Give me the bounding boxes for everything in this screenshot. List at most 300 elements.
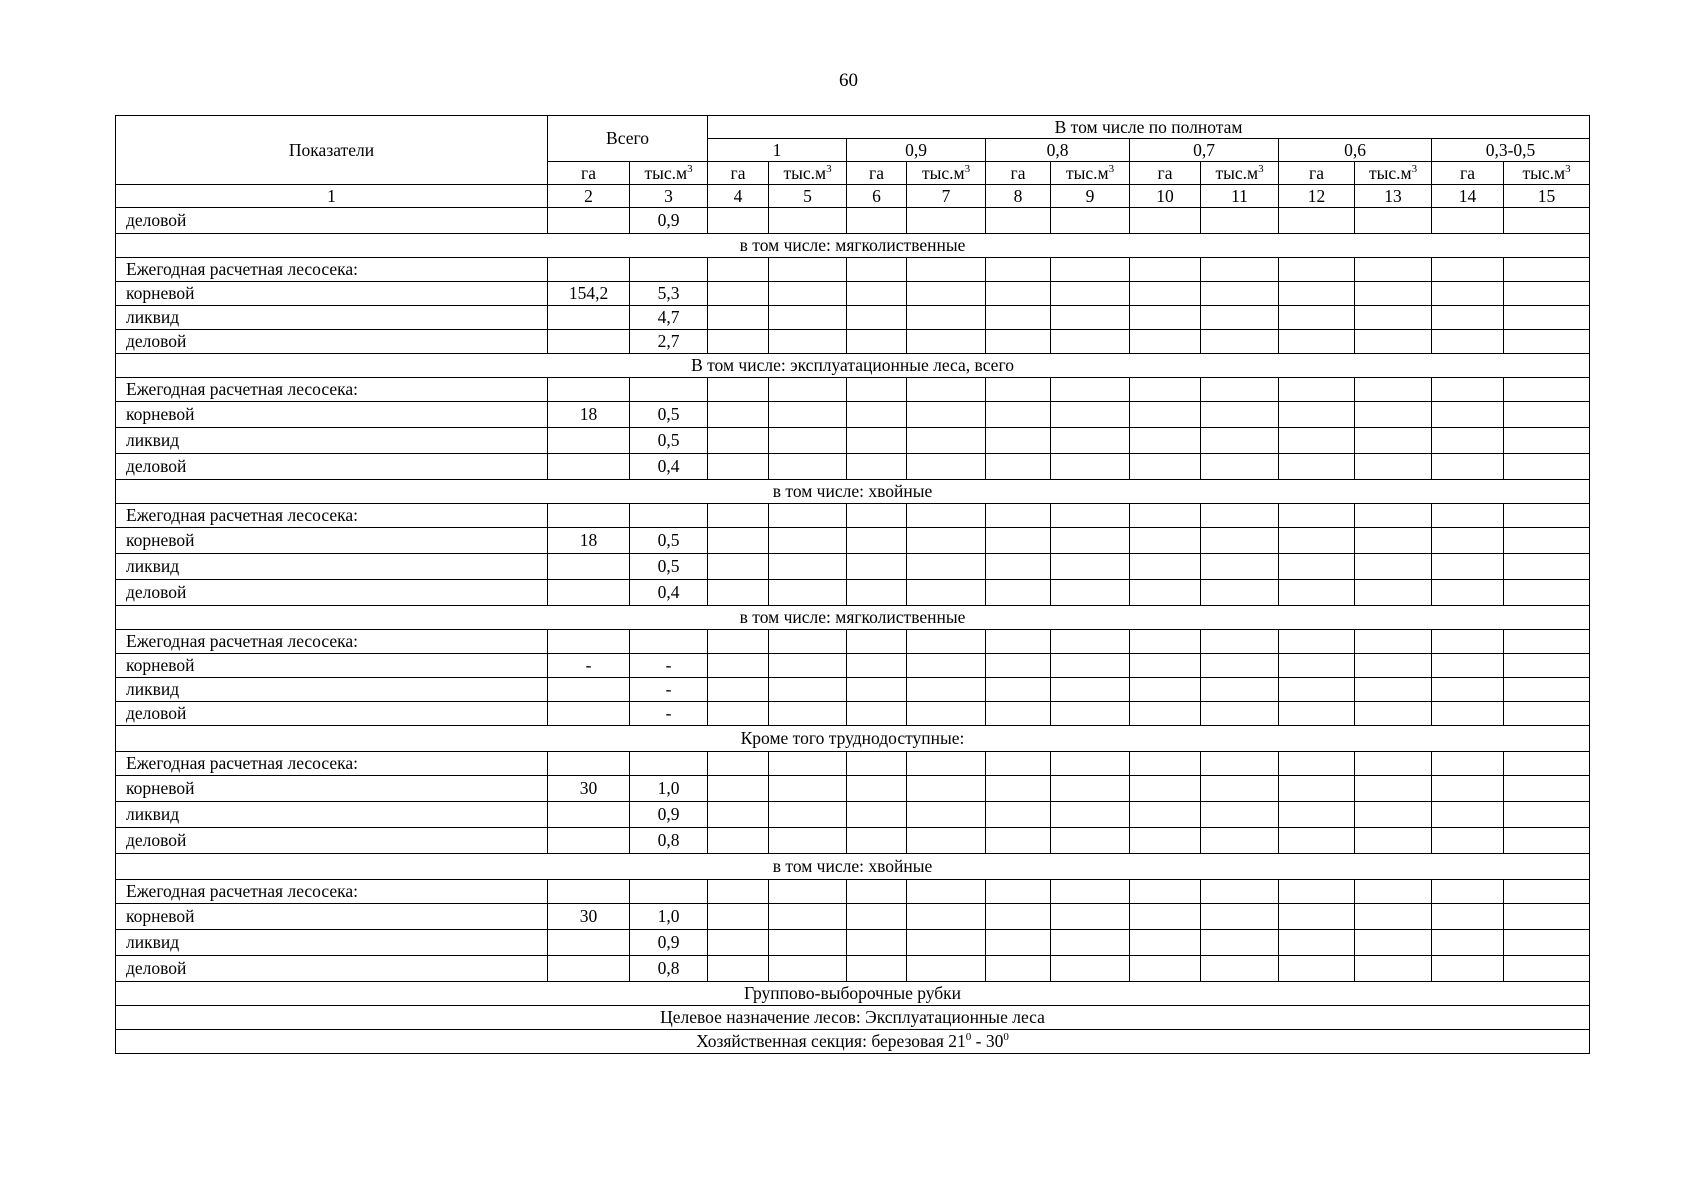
unit-volume-exponent: 3 xyxy=(964,162,971,175)
cell-empty xyxy=(1279,282,1355,306)
cell-empty xyxy=(1201,454,1279,480)
cell-empty xyxy=(847,630,907,654)
cell-empty xyxy=(986,282,1051,306)
cell-empty xyxy=(769,282,847,306)
cell-empty xyxy=(1504,580,1590,606)
cell-empty xyxy=(1051,504,1130,528)
cell-empty xyxy=(708,580,769,606)
cell-total-ha xyxy=(548,752,630,776)
cell-empty xyxy=(708,904,769,930)
section-row xyxy=(116,1030,1590,1054)
cell-empty xyxy=(907,802,986,828)
cell-total-volume: 0,8 xyxy=(630,956,708,982)
section-row xyxy=(116,982,1590,1006)
cell-total-volume: - xyxy=(630,654,708,678)
cell-empty xyxy=(1432,580,1504,606)
cell-total-volume: 1,0 xyxy=(630,904,708,930)
row-label: Ежегодная расчетная лесосека: xyxy=(116,504,548,528)
cell-total-volume xyxy=(630,258,708,282)
table-row xyxy=(116,258,1590,282)
cell-empty xyxy=(1130,828,1201,854)
cell-empty xyxy=(1355,258,1432,282)
row-label: ликвид xyxy=(116,930,548,956)
cell-total-ha xyxy=(548,554,630,580)
cell-empty xyxy=(1051,956,1130,982)
cell-empty xyxy=(708,378,769,402)
cell-empty xyxy=(847,956,907,982)
cell-empty xyxy=(1201,402,1279,428)
cell-empty xyxy=(907,282,986,306)
cell-empty xyxy=(1355,630,1432,654)
table-row xyxy=(116,956,1590,982)
column-number: 11 xyxy=(1201,185,1279,208)
cell-empty xyxy=(1355,330,1432,354)
cell-empty xyxy=(1201,930,1279,956)
cell-empty xyxy=(1201,306,1279,330)
cell-empty xyxy=(847,504,907,528)
section-row xyxy=(116,480,1590,504)
cell-empty xyxy=(1051,930,1130,956)
column-number: 5 xyxy=(769,185,847,208)
cell-empty xyxy=(1279,702,1355,726)
cell-empty xyxy=(708,802,769,828)
unit-ha: га xyxy=(1279,162,1355,185)
cell-empty xyxy=(1201,528,1279,554)
cell-empty xyxy=(986,504,1051,528)
cell-total-volume xyxy=(630,378,708,402)
cell-total-ha xyxy=(548,828,630,854)
cell-empty xyxy=(1432,282,1504,306)
cell-empty xyxy=(1130,880,1201,904)
table-row xyxy=(116,776,1590,802)
unit-ha: га xyxy=(1432,162,1504,185)
cell-empty xyxy=(1355,930,1432,956)
cell-empty xyxy=(1201,752,1279,776)
cell-empty xyxy=(907,528,986,554)
unit-volume-exponent: 3 xyxy=(687,162,693,175)
cell-empty xyxy=(1504,554,1590,580)
section-row xyxy=(116,234,1590,258)
cell-empty xyxy=(769,956,847,982)
cell-empty xyxy=(708,880,769,904)
unit-volume xyxy=(1201,162,1279,185)
cell-empty xyxy=(907,630,986,654)
unit-volume-exponent: 3 xyxy=(826,162,832,175)
cell-empty xyxy=(1355,504,1432,528)
cell-empty xyxy=(769,630,847,654)
cell-total-ha xyxy=(548,702,630,726)
cell-empty xyxy=(708,258,769,282)
unit-ha: га xyxy=(708,162,769,185)
table-row xyxy=(116,208,1590,234)
cell-empty xyxy=(769,378,847,402)
row-label: корневой xyxy=(116,776,548,802)
table-row xyxy=(116,504,1590,528)
unit-volume-text: тыс.м xyxy=(1215,162,1259,183)
row-label: Ежегодная расчетная лесосека: xyxy=(116,880,548,904)
cell-empty xyxy=(769,654,847,678)
cell-empty xyxy=(1504,330,1590,354)
cell-empty xyxy=(1051,554,1130,580)
cell-empty xyxy=(769,880,847,904)
cell-empty xyxy=(1201,904,1279,930)
cell-empty xyxy=(1504,654,1590,678)
row-label: ликвид xyxy=(116,428,548,454)
cell-empty xyxy=(1432,776,1504,802)
row-label: ликвид xyxy=(116,678,548,702)
cell-empty xyxy=(847,208,907,234)
cell-empty xyxy=(986,554,1051,580)
cell-total-ha xyxy=(548,306,630,330)
cell-empty xyxy=(907,752,986,776)
density-header: 0,9 xyxy=(847,139,986,162)
cell-empty xyxy=(1051,428,1130,454)
section-title: в том числе: мягколиственные xyxy=(116,606,1590,630)
cell-empty xyxy=(708,828,769,854)
cell-empty xyxy=(1201,802,1279,828)
cell-empty xyxy=(1355,306,1432,330)
cell-empty xyxy=(1355,752,1432,776)
cell-empty xyxy=(1504,776,1590,802)
cell-empty xyxy=(1355,702,1432,726)
cell-total-ha xyxy=(548,378,630,402)
cell-empty xyxy=(1432,678,1504,702)
cell-empty xyxy=(1355,678,1432,702)
column-number: 1 xyxy=(116,185,548,208)
column-number: 12 xyxy=(1279,185,1355,208)
cell-total-ha: 154,2 xyxy=(548,282,630,306)
cell-empty xyxy=(907,554,986,580)
cell-empty xyxy=(847,776,907,802)
cell-empty xyxy=(769,528,847,554)
cell-empty xyxy=(1051,678,1130,702)
cell-empty xyxy=(986,306,1051,330)
cell-total-ha xyxy=(548,678,630,702)
cell-empty xyxy=(1355,554,1432,580)
cell-empty xyxy=(708,504,769,528)
row-label: Ежегодная расчетная лесосека: xyxy=(116,378,548,402)
section-title-text: - 30 xyxy=(971,1031,1004,1051)
cell-total-volume: 0,4 xyxy=(630,580,708,606)
unit-volume xyxy=(1355,162,1432,185)
row-label: корневой xyxy=(116,402,548,428)
table-row xyxy=(116,306,1590,330)
table-row xyxy=(116,654,1590,678)
cell-empty xyxy=(1504,528,1590,554)
header-by-density: В том числе по полнотам xyxy=(708,116,1590,139)
column-number: 6 xyxy=(847,185,907,208)
unit-volume-exponent: 3 xyxy=(1258,162,1264,175)
cell-empty xyxy=(1130,752,1201,776)
cell-empty xyxy=(1432,630,1504,654)
table-row xyxy=(116,630,1590,654)
cell-empty xyxy=(769,306,847,330)
cell-empty xyxy=(1504,904,1590,930)
table-row xyxy=(116,702,1590,726)
cell-empty xyxy=(847,880,907,904)
cell-empty xyxy=(1355,802,1432,828)
cell-empty xyxy=(769,930,847,956)
cell-empty xyxy=(1355,528,1432,554)
row-label: деловой xyxy=(116,956,548,982)
cell-empty xyxy=(1432,454,1504,480)
unit-ha: га xyxy=(847,162,907,185)
column-number: 4 xyxy=(708,185,769,208)
row-label: деловой xyxy=(116,828,548,854)
cell-empty xyxy=(986,752,1051,776)
table-row xyxy=(116,402,1590,428)
cell-empty xyxy=(1432,428,1504,454)
header-indicators: Показатели xyxy=(116,116,548,185)
cell-total-volume: 5,3 xyxy=(630,282,708,306)
cell-empty xyxy=(1130,428,1201,454)
cell-total-ha: - xyxy=(548,654,630,678)
cell-empty xyxy=(708,428,769,454)
cell-empty xyxy=(1130,504,1201,528)
table-row xyxy=(116,880,1590,904)
unit-volume-text: тыс.м xyxy=(1065,162,1109,183)
table-row xyxy=(116,930,1590,956)
cell-total-volume: 0,4 xyxy=(630,454,708,480)
cell-total-volume: 0,9 xyxy=(630,208,708,234)
cell-empty xyxy=(1130,956,1201,982)
cell-total-volume: 0,8 xyxy=(630,828,708,854)
cell-empty xyxy=(1201,630,1279,654)
cell-empty xyxy=(1432,208,1504,234)
cell-empty xyxy=(1051,828,1130,854)
cell-empty xyxy=(1201,678,1279,702)
cell-empty xyxy=(986,678,1051,702)
cell-empty xyxy=(1279,752,1355,776)
section-title: в том числе: хвойные xyxy=(116,480,1590,504)
cell-total-volume xyxy=(630,630,708,654)
cell-empty xyxy=(986,428,1051,454)
cell-empty xyxy=(986,258,1051,282)
table-row xyxy=(116,554,1590,580)
cell-empty xyxy=(1051,306,1130,330)
cell-empty xyxy=(1504,282,1590,306)
cell-empty xyxy=(847,330,907,354)
cell-total-volume xyxy=(630,752,708,776)
cell-total-ha xyxy=(548,330,630,354)
cell-empty xyxy=(1279,208,1355,234)
unit-volume-text: тыс.м xyxy=(644,162,688,183)
unit-volume-exponent: 3 xyxy=(1565,162,1571,175)
cell-empty xyxy=(1279,776,1355,802)
cell-empty xyxy=(1279,828,1355,854)
cell-empty xyxy=(1504,752,1590,776)
density-header: 0,3-0,5 xyxy=(1432,139,1590,162)
cell-empty xyxy=(769,554,847,580)
column-number: 8 xyxy=(986,185,1051,208)
cell-empty xyxy=(769,904,847,930)
cell-total-ha xyxy=(548,956,630,982)
cell-empty xyxy=(1201,282,1279,306)
cell-empty xyxy=(1504,208,1590,234)
header-column-numbers xyxy=(116,185,1590,208)
cell-empty xyxy=(847,702,907,726)
cell-total-volume: 0,5 xyxy=(630,402,708,428)
cell-empty xyxy=(847,554,907,580)
cell-empty xyxy=(708,930,769,956)
column-number: 2 xyxy=(548,185,630,208)
unit-volume xyxy=(1051,162,1130,185)
cell-total-ha: 18 xyxy=(548,528,630,554)
cell-empty xyxy=(1201,504,1279,528)
cell-empty xyxy=(1279,802,1355,828)
cell-empty xyxy=(769,504,847,528)
cell-empty xyxy=(1432,402,1504,428)
section-title: в том числе: мягколиственные xyxy=(116,234,1590,258)
cell-empty xyxy=(708,776,769,802)
cell-empty xyxy=(1432,752,1504,776)
cell-empty xyxy=(769,330,847,354)
cell-empty xyxy=(1432,554,1504,580)
cell-empty xyxy=(1201,330,1279,354)
density-header: 0,8 xyxy=(986,139,1130,162)
cell-empty xyxy=(708,402,769,428)
cell-empty xyxy=(1201,776,1279,802)
cell-empty xyxy=(986,630,1051,654)
cell-empty xyxy=(1201,880,1279,904)
cell-total-ha: 18 xyxy=(548,402,630,428)
cell-empty xyxy=(1432,306,1504,330)
cell-empty xyxy=(1504,428,1590,454)
cell-empty xyxy=(769,752,847,776)
cell-total-volume: - xyxy=(630,678,708,702)
cell-empty xyxy=(847,428,907,454)
cell-empty xyxy=(1279,554,1355,580)
cell-empty xyxy=(847,580,907,606)
cell-empty xyxy=(708,956,769,982)
cell-empty xyxy=(1355,776,1432,802)
density-header: 1 xyxy=(708,139,847,162)
column-number: 14 xyxy=(1432,185,1504,208)
unit-volume xyxy=(1504,162,1590,185)
header-total: Всего xyxy=(548,116,708,162)
cell-empty xyxy=(1201,580,1279,606)
row-label: деловой xyxy=(116,454,548,480)
cell-empty xyxy=(1051,904,1130,930)
table-row xyxy=(116,752,1590,776)
cell-empty xyxy=(847,306,907,330)
cell-total-ha xyxy=(548,428,630,454)
section-row xyxy=(116,1006,1590,1030)
cell-empty xyxy=(1130,802,1201,828)
row-label: корневой xyxy=(116,528,548,554)
cell-empty xyxy=(769,208,847,234)
cell-empty xyxy=(907,504,986,528)
cell-empty xyxy=(708,554,769,580)
cell-empty xyxy=(1130,378,1201,402)
cell-empty xyxy=(1130,454,1201,480)
cell-total-ha xyxy=(548,630,630,654)
column-number: 10 xyxy=(1130,185,1201,208)
cell-empty xyxy=(847,282,907,306)
degree-mark: 0 xyxy=(965,1031,972,1043)
cell-empty xyxy=(1504,306,1590,330)
cell-empty xyxy=(769,828,847,854)
column-number: 15 xyxy=(1504,185,1590,208)
cell-empty xyxy=(986,654,1051,678)
section-title-text: Хозяйственная секция: березовая 21 xyxy=(696,1031,966,1051)
cell-empty xyxy=(1051,630,1130,654)
cell-empty xyxy=(1051,654,1130,678)
cell-empty xyxy=(1130,630,1201,654)
cell-empty xyxy=(847,454,907,480)
unit-volume-text: тыс.м xyxy=(1368,162,1412,183)
cell-empty xyxy=(847,752,907,776)
cell-empty xyxy=(986,580,1051,606)
cell-empty xyxy=(1201,828,1279,854)
degree-mark: 0 xyxy=(1003,1031,1009,1043)
cell-empty xyxy=(1279,528,1355,554)
cell-empty xyxy=(1355,454,1432,480)
cell-empty xyxy=(907,930,986,956)
cell-empty xyxy=(1051,402,1130,428)
cell-empty xyxy=(708,528,769,554)
cell-empty xyxy=(1504,678,1590,702)
cell-empty xyxy=(986,828,1051,854)
table-row xyxy=(116,528,1590,554)
cell-empty xyxy=(769,454,847,480)
cell-total-volume: 4,7 xyxy=(630,306,708,330)
cell-empty xyxy=(1279,330,1355,354)
cell-empty xyxy=(1432,378,1504,402)
cell-empty xyxy=(847,258,907,282)
cell-empty xyxy=(708,752,769,776)
cell-empty xyxy=(1279,378,1355,402)
cell-empty xyxy=(1279,402,1355,428)
row-label: корневой xyxy=(116,904,548,930)
row-label: ликвид xyxy=(116,802,548,828)
cell-empty xyxy=(1355,428,1432,454)
cell-empty xyxy=(847,828,907,854)
unit-volume-text: тыс.м xyxy=(783,162,827,183)
cell-empty xyxy=(1201,258,1279,282)
cell-empty xyxy=(1051,752,1130,776)
cell-empty xyxy=(1355,378,1432,402)
cell-total-ha: 30 xyxy=(548,904,630,930)
cell-empty xyxy=(708,654,769,678)
cell-empty xyxy=(769,580,847,606)
cell-empty xyxy=(1279,654,1355,678)
cell-total-ha xyxy=(548,454,630,480)
cell-empty xyxy=(1504,258,1590,282)
cell-empty xyxy=(1279,930,1355,956)
cell-empty xyxy=(1279,258,1355,282)
column-number: 3 xyxy=(630,185,708,208)
row-label: ликвид xyxy=(116,306,548,330)
cell-empty xyxy=(1130,678,1201,702)
table-row xyxy=(116,428,1590,454)
cell-empty xyxy=(1432,828,1504,854)
cell-empty xyxy=(1355,828,1432,854)
cell-empty xyxy=(1355,282,1432,306)
cell-total-volume xyxy=(630,880,708,904)
table-row xyxy=(116,580,1590,606)
cell-empty xyxy=(1051,258,1130,282)
cell-empty xyxy=(1504,702,1590,726)
cell-empty xyxy=(1130,654,1201,678)
cell-empty xyxy=(1130,258,1201,282)
cell-empty xyxy=(1130,282,1201,306)
cell-empty xyxy=(769,428,847,454)
cell-total-volume xyxy=(630,504,708,528)
column-number: 9 xyxy=(1051,185,1130,208)
cell-empty xyxy=(1130,528,1201,554)
cell-total-ha xyxy=(548,258,630,282)
